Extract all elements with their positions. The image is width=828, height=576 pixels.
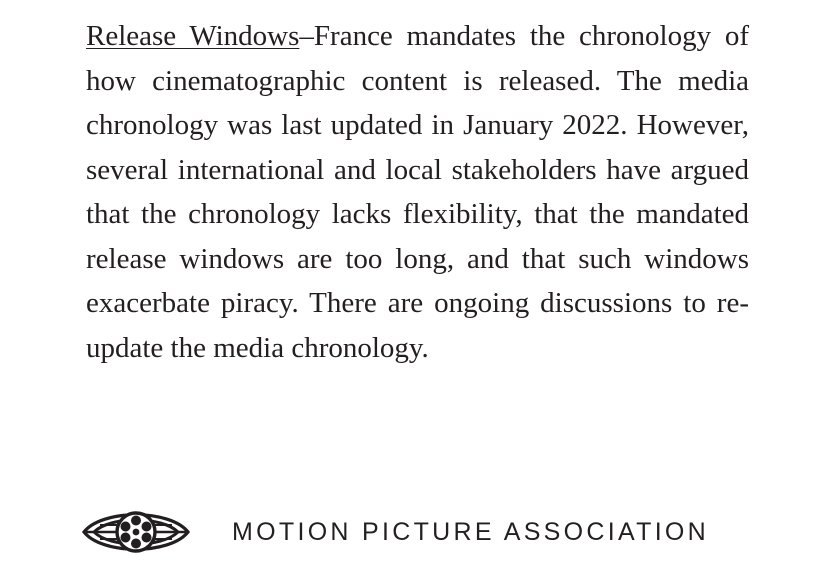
organization-name: MOTION PICTURE ASSOCIATION [232, 518, 710, 546]
page-footer [80, 505, 760, 559]
film-reel-eye-icon [80, 505, 192, 559]
paragraph-text: France mandates the chronology of how cinematographic content is released. The media chronology was last updated in January 2022. However, several international and local stakeholders have argued that the chronology lacks flexibility, that the mandated release windows are too long, and that such windows exacerbate piracy. There are ongoing discussions to re-update the media chronology. [86, 20, 749, 364]
section-lead-heading: Release Windows [86, 20, 300, 52]
body-paragraph [86, 14, 749, 370]
lead-dash: – [299, 20, 314, 52]
